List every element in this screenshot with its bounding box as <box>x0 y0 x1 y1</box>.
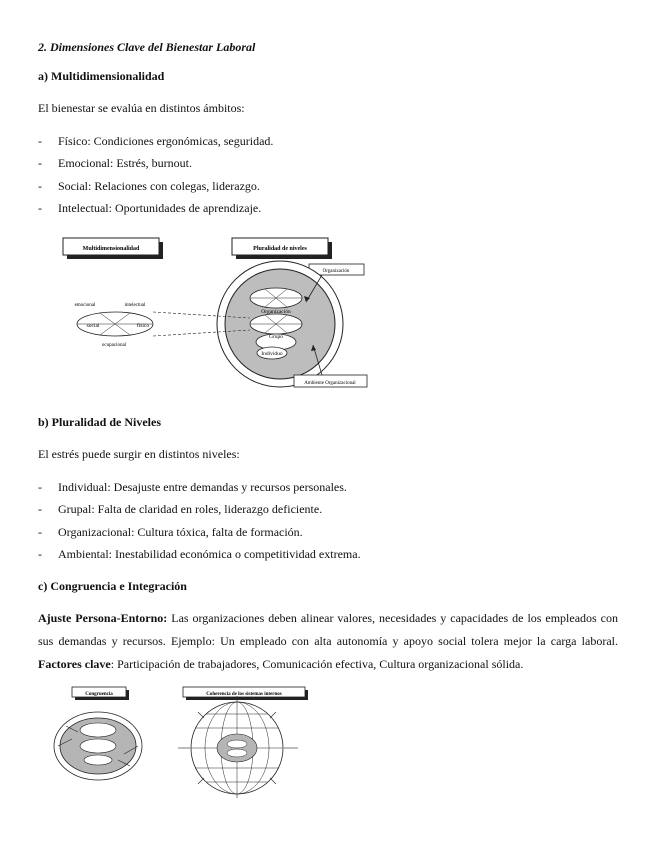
heading-pluralidad: b) Pluralidad de Niveles <box>38 415 162 429</box>
label-multidimensionalidad: Multidimensionalidad <box>82 246 140 252</box>
label-emocional: emocional <box>74 303 96 308</box>
intro-b: El estrés puede surgir en distintos niveles: <box>38 447 240 461</box>
term-factores: Factores clave <box>38 657 111 671</box>
intro-a: El bienestar se evalúa en distintos ámbitos: <box>38 101 245 115</box>
label-ambiente: Ambiente Organizacional <box>304 381 356 386</box>
figure-multidimensionalidad-niveles <box>60 230 370 395</box>
section-title: 2. Dimensiones Clave del Bienestar Laboral <box>38 40 256 54</box>
label-organizacion: Organización <box>322 269 350 274</box>
label-ocupacional: ocupacional <box>101 343 127 348</box>
label-social: social <box>86 323 100 329</box>
paragraph-ajuste: Ajuste Persona-Entorno: Las organizaciones deben alinear valores, necesidades y capacidades de los empleados con sus demandas y recursos. Ejemplo: Un empleado con alta autonomía y apoyo social tolera mejor la carga laboral. Factores clave: Participación de trabajadores, Comunicación efectiva, Cultura organizacional sólida. <box>38 611 618 671</box>
label-intelectual: intelectual <box>124 303 146 308</box>
label-coherencia: Coherencia de los sistemas internos <box>206 692 282 697</box>
label-level-organizacion: Organización <box>261 309 291 315</box>
label-level-grupo: Grupo <box>268 334 284 340</box>
figure-congruencia-coherencia <box>48 684 320 800</box>
label-level-individuo: Individuo <box>261 351 283 357</box>
label-congruencia: Congruencia <box>85 692 113 697</box>
heading-multidimensionalidad: a) Multidimensionalidad <box>38 69 165 83</box>
label-fisico: físico <box>136 323 150 329</box>
term-ajuste: Ajuste Persona-Entorno: <box>38 611 168 625</box>
label-pluralidad: Pluralidad de niveles <box>253 246 307 252</box>
heading-congruencia: c) Congruencia e Integración <box>38 579 187 593</box>
